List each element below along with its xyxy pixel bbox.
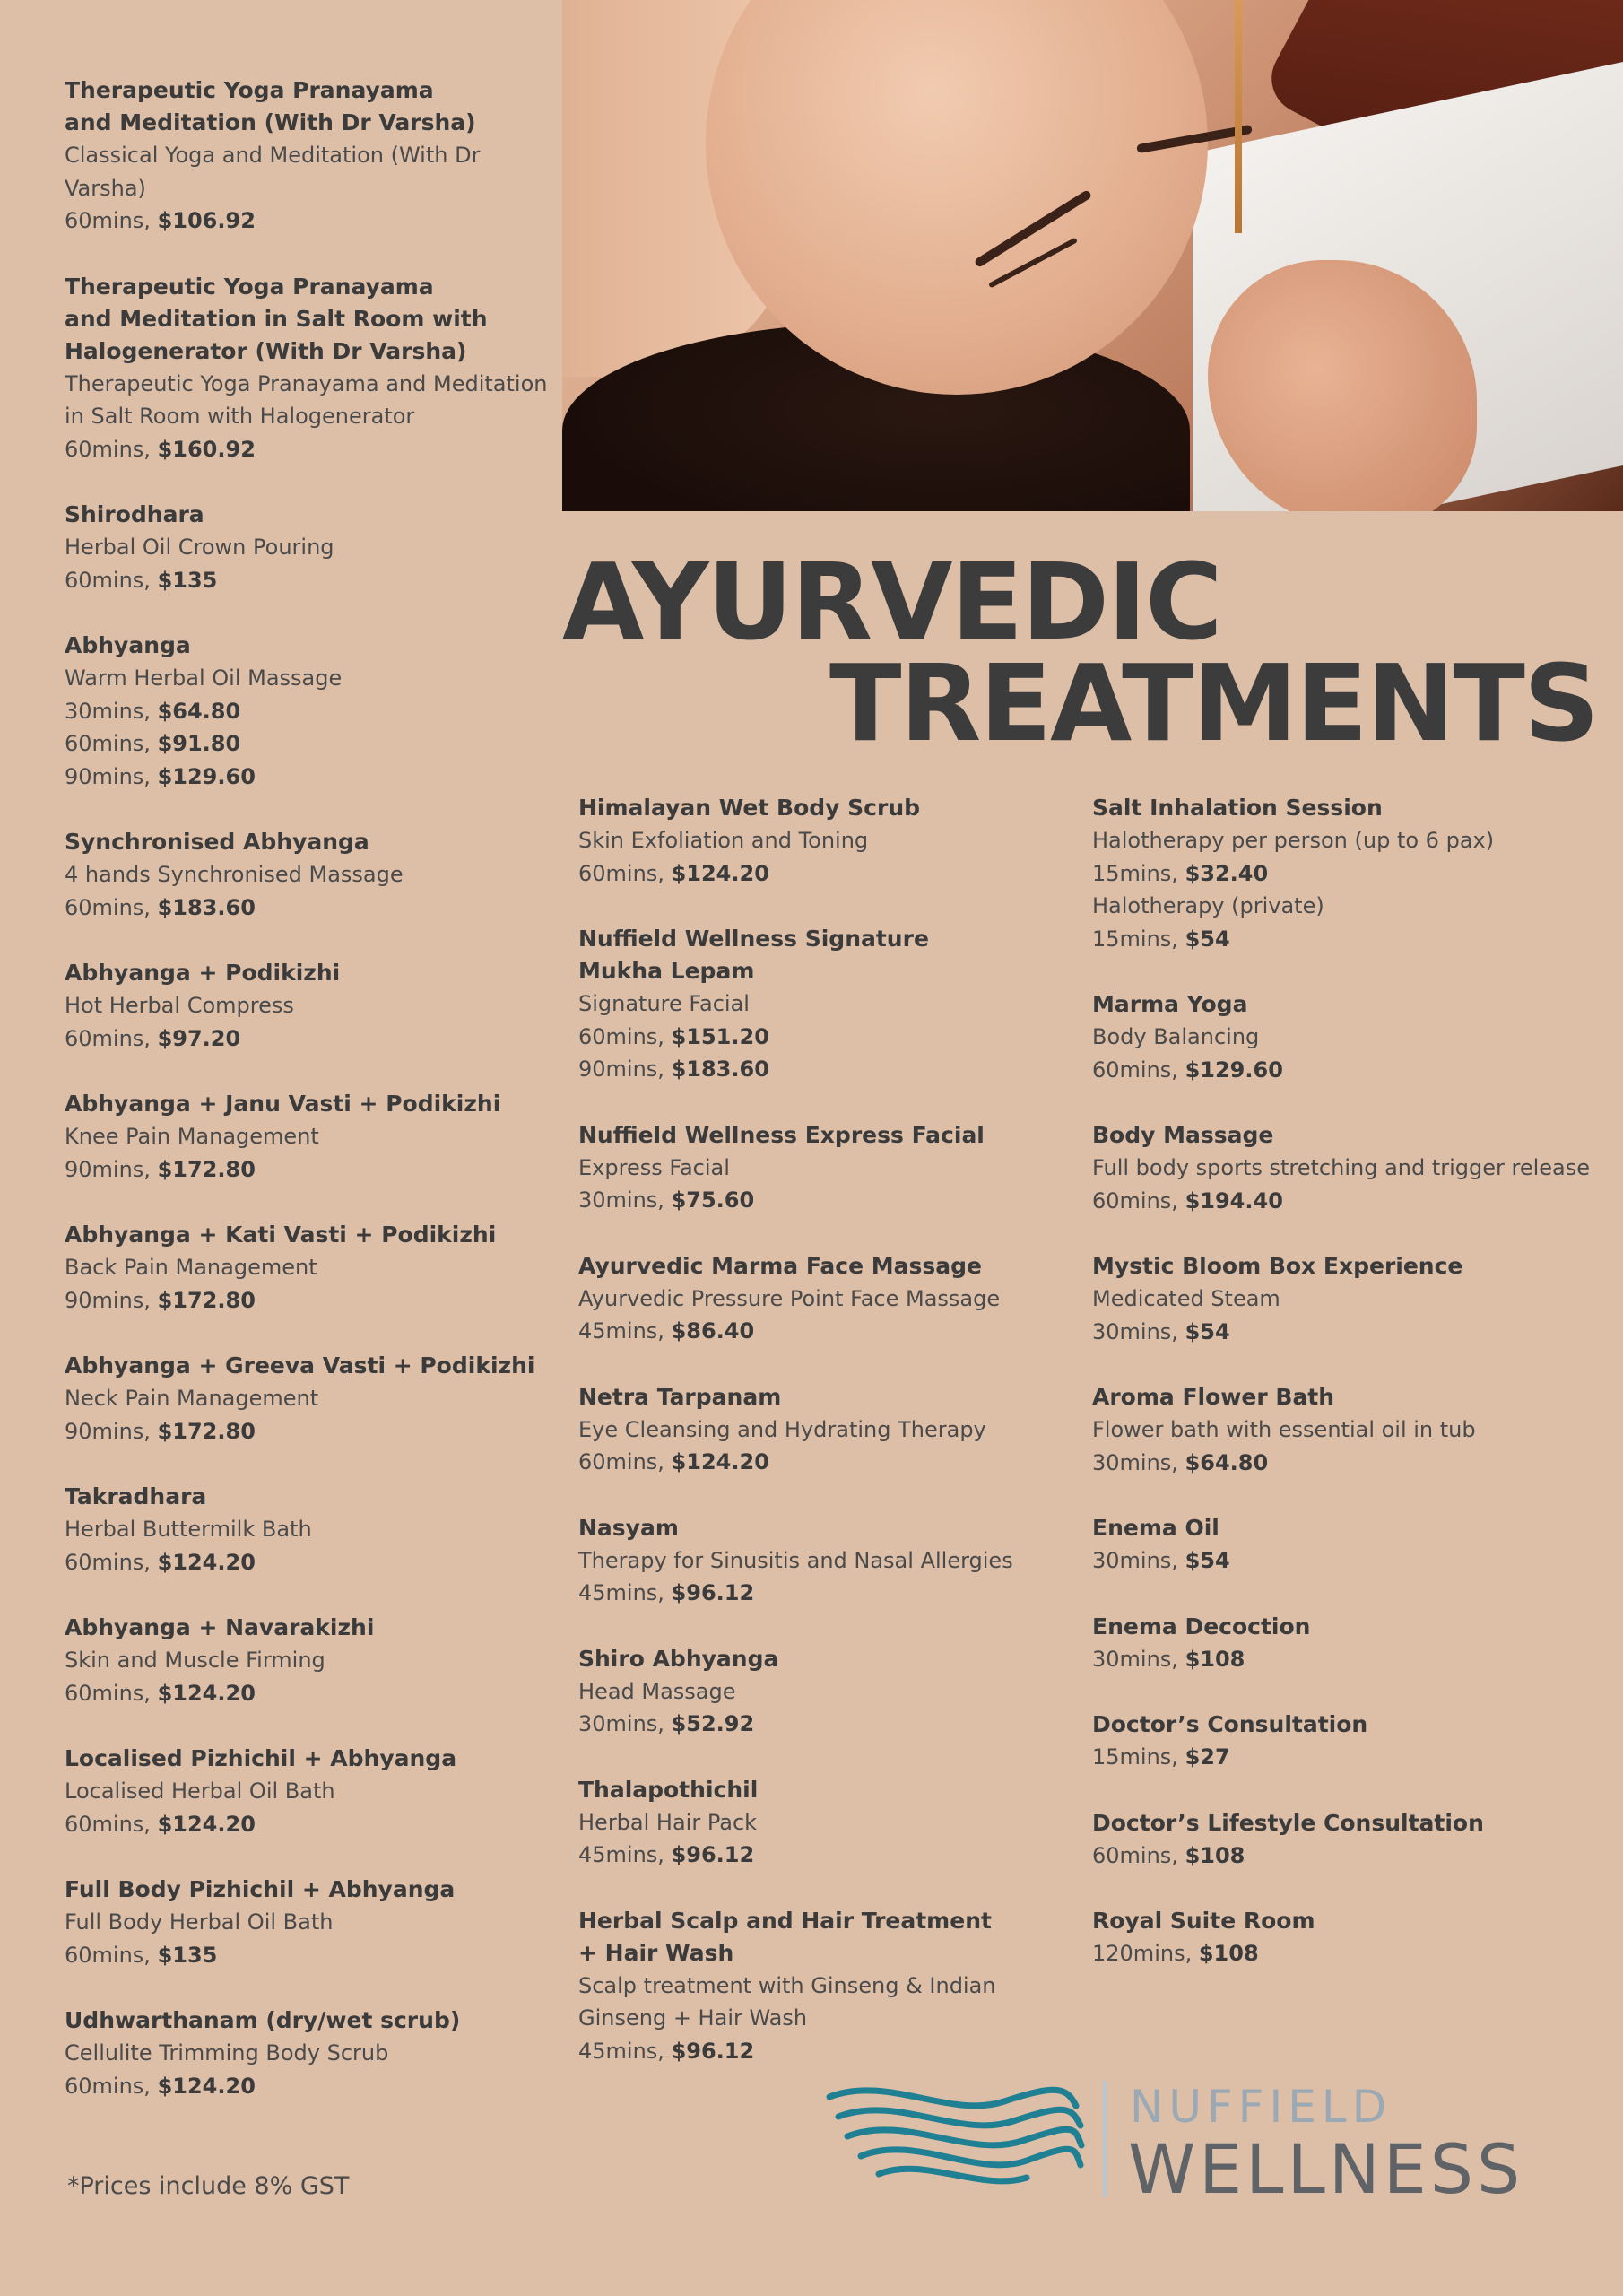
treatment-item — [578, 792, 1081, 890]
duration: 15mins, — [1092, 926, 1178, 952]
price: $151.20 — [671, 1023, 769, 1049]
treatment-duration-price — [65, 204, 567, 238]
treatment-description: Classical Yoga and Meditation (With Dr Varsha) — [65, 143, 481, 201]
treatment-name: Nasyam — [578, 1514, 679, 1541]
treatment-duration-price — [65, 1677, 567, 1710]
treatment-duration-price — [65, 1546, 567, 1579]
treatment-duration-price — [1092, 1316, 1594, 1349]
treatment-name: + Hair Wash — [578, 1939, 734, 1966]
treatment-duration-price — [578, 1708, 1081, 1741]
treatment-item — [578, 1774, 1081, 1872]
treatment-item — [578, 1119, 1081, 1217]
price: $64.80 — [1185, 1449, 1269, 1475]
price: $183.60 — [671, 1057, 769, 1082]
treatment-description: Localised Herbal Oil Bath — [65, 1779, 335, 1804]
treatment-description: Full Body Herbal Oil Bath — [65, 1909, 334, 1935]
treatment-item — [65, 1350, 567, 1448]
treatment-item — [65, 1612, 567, 1709]
duration: 60mins, — [65, 2073, 151, 2099]
treatment-description: Hot Herbal Compress — [65, 993, 294, 1018]
duration: 60mins, — [1092, 1187, 1178, 1213]
treatment-name: Abhyanga + Kati Vasti + Podikizhi — [65, 1222, 497, 1248]
treatment-item — [578, 1512, 1081, 1610]
duration: 60mins, — [578, 1023, 664, 1049]
treatment-description: Neck Pain Management — [65, 1386, 319, 1411]
treatment-description: Halotherapy per person (up to 6 pax) — [1092, 828, 1495, 853]
treatment-description: Therapy for Sinusitis and Nasal Allergies — [578, 1547, 1013, 1573]
treatment-name: Abhyanga + Podikizhi — [65, 960, 341, 986]
treatment-duration-price — [578, 1446, 1081, 1479]
treatment-name: Doctor’s Consultation — [1092, 1711, 1368, 1737]
duration: 60mins, — [65, 1811, 151, 1837]
price: $172.80 — [157, 1287, 256, 1313]
treatment-description: Eye Cleansing and Hydrating Therapy — [578, 1416, 986, 1442]
treatment-description: Ginseng + Hair Wash — [578, 2005, 808, 2031]
treatment-name: Herbal Scalp and Hair Treatment — [578, 1907, 992, 1934]
treatment-item — [65, 957, 567, 1055]
treatment-duration-price — [65, 891, 567, 925]
treatment-name: Nuffield Wellness Express Facial — [578, 1121, 985, 1148]
treatment-item — [65, 826, 567, 924]
price: $106.92 — [157, 208, 256, 233]
treatment-name: Therapeutic Yoga Pranayama — [65, 77, 434, 103]
treatment-duration-price — [578, 1053, 1081, 1086]
treatment-duration-price — [578, 1184, 1081, 1217]
treatment-duration-price — [65, 564, 567, 597]
duration: 45mins, — [578, 1318, 664, 1344]
treatment-duration-price — [578, 857, 1081, 891]
treatment-description: Herbal Hair Pack — [578, 1809, 758, 1835]
treatment-name: Enema Oil — [1092, 1515, 1219, 1541]
treatment-description: Halotherapy (private) — [1092, 893, 1324, 918]
treatment-item — [1092, 988, 1594, 1086]
treatment-description: 4 hands Synchronised Massage — [65, 862, 404, 887]
treatment-name: Aroma Flower Bath — [1092, 1384, 1335, 1410]
duration: 45mins, — [578, 2038, 664, 2064]
duration: 60mins, — [1092, 1842, 1178, 1868]
treatment-duration-price — [65, 761, 567, 794]
treatment-description: Warm Herbal Oil Massage — [65, 665, 343, 691]
treatment-description: Skin Exfoliation and Toning — [578, 828, 869, 853]
price: $91.80 — [157, 731, 241, 756]
duration: 90mins, — [65, 763, 151, 789]
treatment-description: in Salt Room with Halogenerator — [65, 404, 415, 429]
price: $54 — [1185, 926, 1230, 952]
duration: 60mins, — [65, 208, 151, 233]
price: $52.92 — [671, 1711, 755, 1736]
treatment-duration-price — [65, 1415, 567, 1448]
duration: 60mins, — [578, 1449, 664, 1474]
treatment-name: Shiro Abhyanga — [578, 1645, 779, 1672]
treatment-item — [65, 499, 567, 596]
treatment-column-1 — [65, 74, 567, 2102]
duration: 60mins, — [1092, 1057, 1178, 1083]
price: $75.60 — [671, 1187, 755, 1213]
treatment-duration-price — [65, 1022, 567, 1056]
page-title-line1: AYURVEDIC — [562, 540, 1221, 664]
treatment-item — [1092, 1709, 1594, 1774]
price: $96.12 — [671, 1842, 755, 1867]
duration: 90mins, — [65, 1156, 151, 1182]
treatment-description: Medicated Steam — [1092, 1286, 1280, 1311]
treatment-name: Full Body Pizhichil + Abhyanga — [65, 1876, 456, 1902]
duration: 90mins, — [65, 1287, 151, 1313]
price: $124.20 — [157, 1549, 256, 1575]
price: $124.20 — [671, 1449, 769, 1474]
treatment-item — [65, 630, 567, 793]
duration: 30mins, — [578, 1187, 664, 1213]
page-title-line2: TREATMENTS — [829, 641, 1598, 765]
treatment-item — [65, 1219, 567, 1317]
treatment-item — [1092, 1611, 1594, 1676]
treatment-duration-price — [1092, 1544, 1594, 1578]
treatment-item — [65, 271, 567, 466]
treatment-name: Netra Tarpanam — [578, 1383, 782, 1410]
treatment-duration-price — [1092, 1185, 1594, 1218]
treatment-item — [1092, 1250, 1594, 1348]
price: $97.20 — [157, 1025, 241, 1051]
logo-word-nuffield: NUFFIELD — [1130, 2081, 1393, 2133]
treatment-duration-price — [65, 1284, 567, 1318]
treatment-name: Mukha Lepam — [578, 958, 755, 984]
price: $160.92 — [157, 436, 256, 462]
price: $27 — [1185, 1744, 1230, 1770]
treatment-name: and Meditation (With Dr Varsha) — [65, 109, 476, 135]
treatment-duration-price — [65, 1808, 567, 1841]
treatment-name: Royal Suite Room — [1092, 1908, 1315, 1934]
treatment-duration-price — [578, 1839, 1081, 1872]
duration: 30mins, — [578, 1711, 664, 1736]
duration: 90mins, — [65, 1418, 151, 1444]
duration: 30mins, — [1092, 1548, 1178, 1573]
treatment-description: Herbal Oil Crown Pouring — [65, 535, 334, 560]
wave-logo-icon — [825, 2079, 1085, 2196]
price: $135 — [157, 1942, 218, 1968]
price: $124.20 — [671, 860, 769, 886]
treatment-item — [578, 1381, 1081, 1479]
treatment-duration-price — [1092, 1937, 1594, 1970]
duration: 30mins, — [1092, 1449, 1178, 1475]
price: $124.20 — [157, 1680, 256, 1706]
nuffield-wellness-logo — [825, 2079, 1533, 2209]
treatment-description: Full body sports stretching and trigger release — [1092, 1155, 1591, 1180]
treatment-duration-price — [578, 1315, 1081, 1348]
price: $124.20 — [157, 2073, 256, 2099]
treatment-item — [1092, 1905, 1594, 1970]
treatment-duration-price — [65, 2070, 567, 2103]
treatment-duration-price — [65, 727, 567, 761]
price: $194.40 — [1185, 1187, 1283, 1213]
duration: 60mins, — [65, 1025, 151, 1051]
treatment-name: Abhyanga + Janu Vasti + Podikizhi — [65, 1091, 501, 1117]
treatment-name: Halogenerator (With Dr Varsha) — [65, 337, 467, 364]
treatment-description: Therapeutic Yoga Pranayama and Meditation — [65, 370, 548, 396]
treatment-name: Mystic Bloom Box Experience — [1092, 1253, 1463, 1279]
treatment-name: Thalapothichil — [578, 1776, 759, 1803]
price: $172.80 — [157, 1418, 256, 1444]
treatment-name: Nuffield Wellness Signature — [578, 926, 929, 952]
duration: 60mins, — [65, 1680, 151, 1706]
treatment-description: Knee Pain Management — [65, 1124, 319, 1149]
duration: 90mins, — [578, 1057, 664, 1082]
price: $54 — [1185, 1548, 1230, 1573]
price: $129.60 — [157, 763, 256, 789]
price: $183.60 — [157, 894, 256, 920]
duration: 30mins, — [1092, 1318, 1178, 1344]
duration: 60mins, — [65, 894, 151, 920]
treatment-item — [1092, 1512, 1594, 1578]
treatment-item — [65, 1481, 567, 1578]
duration: 45mins, — [578, 1580, 664, 1605]
treatment-item — [65, 74, 567, 238]
price: $32.40 — [1185, 860, 1269, 886]
treatment-duration-price — [65, 695, 567, 728]
price: $96.12 — [671, 1580, 755, 1605]
duration: 30mins, — [1092, 1646, 1178, 1672]
logo-divider — [1103, 2081, 1107, 2197]
treatment-item — [65, 1088, 567, 1186]
treatment-duration-price — [65, 1153, 567, 1187]
treatment-name: Himalayan Wet Body Scrub — [578, 795, 921, 821]
treatment-item — [578, 1250, 1081, 1348]
treatment-duration-price — [578, 1577, 1081, 1610]
treatment-item — [578, 1643, 1081, 1741]
treatment-item — [578, 923, 1081, 1086]
treatment-item — [65, 2005, 567, 2102]
price: $172.80 — [157, 1156, 256, 1182]
treatment-duration-price — [578, 2035, 1081, 2068]
treatment-description: Flower bath with essential oil in tub — [1092, 1417, 1476, 1442]
treatment-name: Body Massage — [1092, 1122, 1274, 1148]
price: $108 — [1198, 1941, 1259, 1966]
treatment-description: Body Balancing — [1092, 1024, 1260, 1049]
logo-word-wellness: WELLNESS — [1128, 2129, 1524, 2209]
treatment-duration-price — [1092, 1643, 1594, 1676]
price: $96.12 — [671, 2038, 755, 2064]
treatment-name: Abhyanga + Greeva Vasti + Podikizhi — [65, 1352, 535, 1378]
treatment-description: Ayurvedic Pressure Point Face Massage — [578, 1285, 1001, 1311]
treatment-name: Salt Inhalation Session — [1092, 795, 1383, 821]
treatment-description: Scalp treatment with Ginseng & Indian — [578, 1972, 996, 1998]
treatment-name: Udhwarthanam (dry/wet scrub) — [65, 2007, 461, 2033]
price: $129.60 — [1185, 1057, 1283, 1083]
photo-oil-stream — [1235, 0, 1242, 233]
treatment-item — [65, 1874, 567, 1971]
treatment-description: Head Massage — [578, 1678, 736, 1704]
treatment-column-2 — [578, 792, 1081, 2067]
price: $108 — [1185, 1646, 1245, 1672]
treatment-description: Signature Facial — [578, 991, 750, 1016]
treatment-name: Ayurvedic Marma Face Massage — [578, 1252, 983, 1279]
duration: 45mins, — [578, 1842, 664, 1867]
duration: 60mins, — [578, 860, 664, 886]
price: $64.80 — [157, 698, 241, 724]
treatment-name: Therapeutic Yoga Pranayama — [65, 273, 434, 300]
price: $135 — [157, 567, 218, 593]
duration: 30mins, — [65, 698, 151, 724]
treatment-description: Back Pain Management — [65, 1255, 317, 1280]
duration: 60mins, — [65, 1942, 151, 1968]
duration: 60mins, — [65, 567, 151, 593]
treatment-name: Shirodhara — [65, 501, 204, 527]
duration: 60mins, — [65, 436, 151, 462]
duration: 15mins, — [1092, 860, 1178, 886]
treatment-item — [65, 1743, 567, 1840]
treatment-item — [1092, 1807, 1594, 1873]
treatment-name: Synchronised Abhyanga — [65, 829, 369, 855]
duration: 120mins, — [1092, 1941, 1193, 1966]
treatment-item — [1092, 1119, 1594, 1217]
treatment-duration-price — [1092, 1054, 1594, 1087]
price-footnote: *Prices include 8% GST — [67, 2172, 350, 2200]
treatment-item — [1092, 792, 1594, 955]
treatment-name: Enema Decoction — [1092, 1613, 1311, 1639]
treatment-duration-price — [1092, 1839, 1594, 1873]
hero-photo-massage — [562, 0, 1623, 511]
treatment-description: Cellulite Trimming Body Scrub — [65, 2040, 389, 2066]
treatment-duration-price — [1092, 923, 1594, 956]
treatment-name: Marma Yoga — [1092, 991, 1248, 1017]
treatment-name: Takradhara — [65, 1483, 207, 1509]
treatment-description: Express Facial — [578, 1154, 730, 1180]
treatment-duration-price — [1092, 1741, 1594, 1774]
duration: 60mins, — [65, 731, 151, 756]
treatment-duration-price — [578, 1021, 1081, 1054]
price: $124.20 — [157, 1811, 256, 1837]
treatment-name: Abhyanga — [65, 632, 191, 658]
treatment-item — [1092, 1381, 1594, 1479]
treatment-duration-price — [65, 433, 567, 466]
treatment-item — [578, 1905, 1081, 2068]
price: $108 — [1185, 1842, 1245, 1868]
duration: 15mins, — [1092, 1744, 1178, 1770]
price: $54 — [1185, 1318, 1230, 1344]
treatment-description: Skin and Muscle Firming — [65, 1648, 325, 1673]
treatment-duration-price — [1092, 1447, 1594, 1480]
treatment-name: Localised Pizhichil + Abhyanga — [65, 1745, 457, 1771]
treatment-name: Doctor’s Lifestyle Consultation — [1092, 1809, 1484, 1836]
duration: 60mins, — [65, 1549, 151, 1575]
treatment-duration-price — [65, 1939, 567, 1972]
treatment-description: Herbal Buttermilk Bath — [65, 1517, 312, 1542]
price: $86.40 — [671, 1318, 755, 1344]
treatment-column-3 — [1092, 792, 1594, 1970]
treatment-duration-price — [1092, 857, 1594, 891]
treatment-name: and Meditation in Salt Room with — [65, 305, 488, 332]
treatment-name: Abhyanga + Navarakizhi — [65, 1614, 375, 1640]
